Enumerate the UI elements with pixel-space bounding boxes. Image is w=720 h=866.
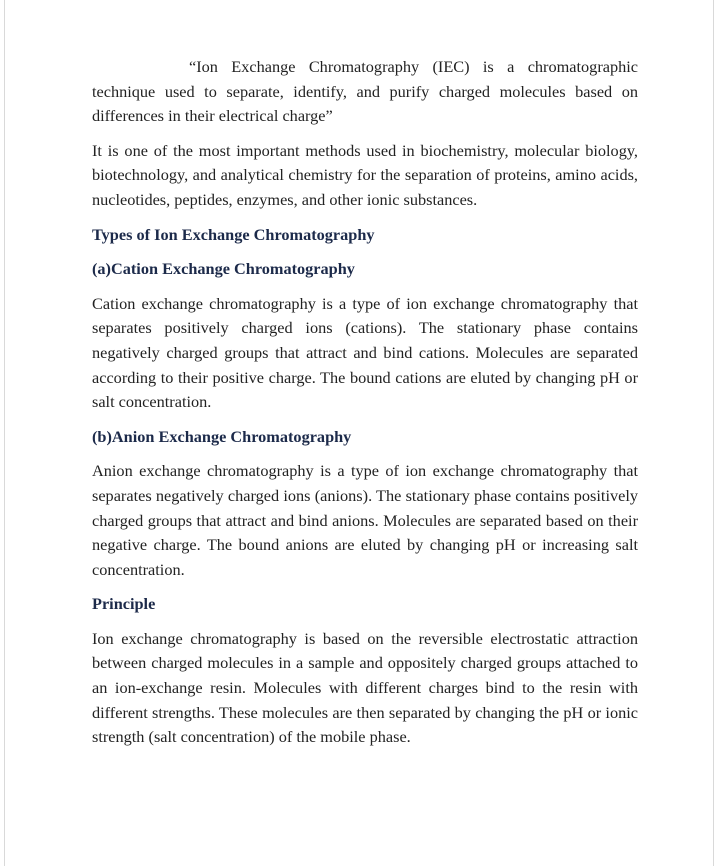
anion-heading: (b)Anion Exchange Chromatography — [92, 426, 352, 446]
anion-paragraph: Anion exchange chromatography is a type of ion exchange chromatography that separates negatively charged ions (anions). The stationary phase contains positively charged groups that attract and bind anions. Molecules are separated based on their negative charge. The bound anions are eluted by changing pH or increasing salt concentration. — [92, 461, 638, 579]
document-page — [4, 0, 714, 866]
cation-heading: (a)Cation Exchange Chromatography — [92, 259, 355, 279]
cation-paragraph: Cation exchange chromatography is a type of ion exchange chromatography that separates positively charged ions (cations). The stationary phase contains negatively charged groups that attract and bind cations. Molecules are separated according to their positive charge. The bound cations are eluted by changing pH or salt concentration. — [92, 293, 638, 412]
intro-paragraph: It is one of the most important methods used in biochemistry, molecular biology, biotechnology, and analytical chemistry for the separation of proteins, amino acids, nucleotides, peptides, enzymes, and other ionic substances. — [92, 140, 638, 209]
intro-quote: “Ion Exchange Chromatography (IEC) is a chromatographic technique used to separate, identify, and purify charged molecules based on differences in their electrical charge” — [92, 57, 638, 126]
document-body — [92, 55, 638, 760]
types-heading: Types of Ion Exchange Chromatography — [92, 224, 375, 244]
principle-paragraph: Ion exchange chromatography is based on the reversible electrostatic attraction between charged molecules in a sample and oppositely charged groups attached to an ion-exchange resin. Molecules with different charges bind to the resin with different strengths. These molecules are then separated by changing the pH or ionic strength (salt concentration) of the mobile phase. — [92, 628, 638, 747]
principle-heading: Principle — [92, 594, 156, 614]
